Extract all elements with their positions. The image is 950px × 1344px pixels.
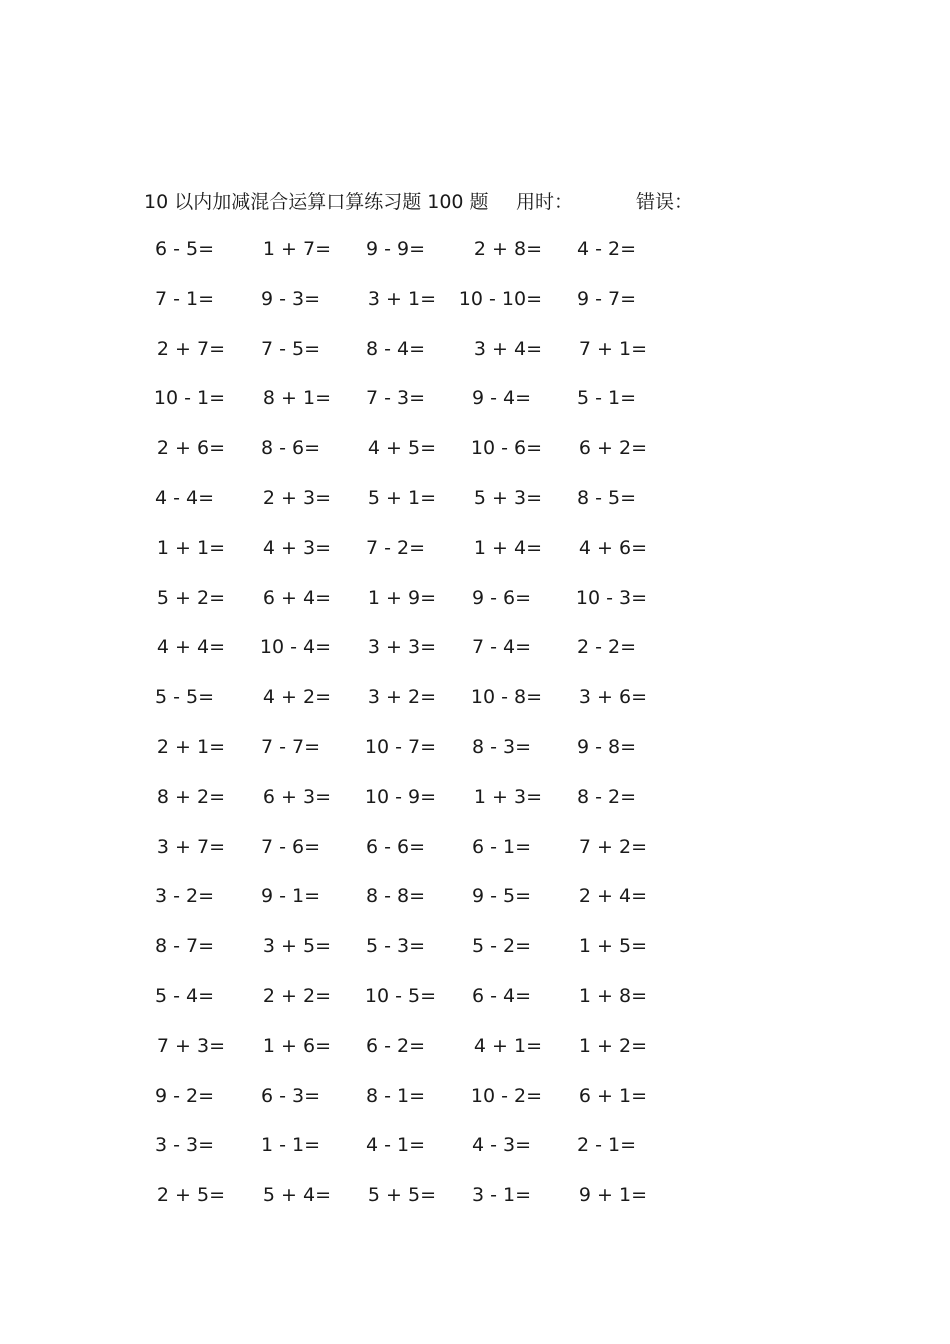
problem-item: 10 - 9= (364, 785, 436, 808)
problem-item: 9 - 2= (155, 1084, 215, 1107)
problem-item: 1 + 7= (262, 238, 331, 260)
problem-item: 4 + 1= (473, 1034, 542, 1057)
problem-item: 4 - 4= (155, 487, 215, 509)
problem-item: 8 - 6= (261, 437, 321, 460)
problem-item: 6 + 2= (578, 437, 647, 460)
problem-item: 7 + 2= (578, 835, 647, 858)
problem-item: 6 - 4= (472, 985, 532, 1007)
problem-item: 8 - 3= (472, 736, 532, 758)
problem-item: 5 + 3= (473, 487, 542, 509)
problem-item: 8 - 5= (577, 487, 637, 509)
problem-item: 3 - 1= (472, 1184, 532, 1207)
problem-item: 9 - 3= (261, 287, 321, 310)
problem-item: 1 + 9= (367, 586, 436, 609)
problem-item: 6 - 2= (366, 1034, 426, 1057)
problem-item: 10 - 8= (470, 686, 542, 709)
problem-item: 2 + 8= (473, 238, 542, 260)
problem-item: 10 - 2= (470, 1084, 542, 1107)
problem-item: 9 - 1= (261, 885, 321, 908)
problem-item: 9 - 9= (366, 238, 426, 260)
problem-item: 8 + 1= (262, 387, 331, 410)
problem-item: 7 - 2= (366, 536, 426, 559)
problem-item: 9 - 5= (472, 885, 532, 908)
problem-item: 2 + 3= (262, 487, 331, 509)
problem-item: 7 - 4= (472, 636, 532, 659)
problem-item: 1 + 5= (578, 935, 647, 958)
problem-item: 3 + 3= (367, 636, 436, 659)
problem-item: 7 + 1= (578, 337, 647, 360)
problem-item: 3 + 1= (367, 287, 436, 310)
problem-item: 10 - 4= (259, 636, 331, 659)
problem-item: 5 - 4= (155, 985, 215, 1007)
problem-item: 3 + 2= (367, 686, 436, 709)
problem-item: 4 - 3= (472, 1134, 532, 1157)
problem-item: 2 + 5= (156, 1184, 225, 1207)
problem-item: 6 - 3= (261, 1084, 321, 1107)
problem-item: 2 - 2= (577, 636, 637, 659)
problem-item: 8 - 8= (366, 885, 426, 908)
problem-item: 7 - 6= (261, 835, 321, 858)
problem-item: 10 - 7= (364, 736, 436, 758)
problem-item: 6 + 1= (578, 1084, 647, 1107)
problem-item: 2 - 1= (577, 1134, 637, 1157)
problem-item: 4 + 2= (262, 686, 331, 709)
problem-item: 6 - 1= (472, 835, 532, 858)
problem-item: 10 - 3= (575, 586, 647, 609)
problem-item: 10 - 5= (364, 985, 436, 1007)
problem-item: 5 + 2= (156, 586, 225, 609)
problem-item: 2 + 6= (156, 437, 225, 460)
problem-item: 9 + 1= (578, 1184, 647, 1207)
problem-item: 7 - 5= (261, 337, 321, 360)
problem-item: 1 - 1= (261, 1134, 321, 1157)
problem-item: 2 + 2= (262, 985, 331, 1007)
problem-item: 3 + 5= (262, 935, 331, 958)
problem-item: 8 + 2= (156, 785, 225, 808)
problem-item: 7 + 3= (156, 1034, 225, 1057)
problem-item: 10 - 6= (470, 437, 542, 460)
time-used-label: 用时： (516, 191, 574, 213)
problem-item: 4 + 5= (367, 437, 436, 460)
problem-item: 4 - 2= (577, 238, 637, 260)
problem-item: 2 + 1= (156, 736, 225, 758)
problem-item: 9 - 4= (472, 387, 532, 410)
problem-item: 8 - 4= (366, 337, 426, 360)
problem-item: 10 - 1= (153, 387, 225, 410)
problem-item: 4 + 6= (578, 536, 647, 559)
problem-item: 8 - 1= (366, 1084, 426, 1107)
problem-item: 4 + 4= (156, 636, 225, 659)
problem-item: 1 + 3= (473, 785, 542, 808)
problem-item: 6 + 4= (262, 586, 331, 609)
problem-item: 6 - 5= (155, 238, 215, 260)
problem-item: 4 + 3= (262, 536, 331, 559)
problem-item: 8 - 2= (577, 785, 637, 808)
problem-item: 3 - 2= (155, 885, 215, 908)
problem-item: 1 + 2= (578, 1034, 647, 1057)
problem-item: 2 + 4= (578, 885, 647, 908)
problem-item: 8 - 7= (155, 935, 215, 958)
problem-item: 1 + 4= (473, 536, 542, 559)
problem-item: 6 - 6= (366, 835, 426, 858)
problem-item: 3 + 4= (473, 337, 542, 360)
problem-item: 5 - 3= (366, 935, 426, 958)
problem-item: 5 + 5= (367, 1184, 436, 1207)
problem-item: 5 - 5= (155, 686, 215, 709)
problem-item: 5 + 4= (262, 1184, 331, 1207)
problem-item: 3 + 6= (578, 686, 647, 709)
problem-item: 5 - 1= (577, 387, 637, 410)
problem-item: 5 + 1= (367, 487, 436, 509)
problem-item: 9 - 8= (577, 736, 637, 758)
problem-item: 7 - 1= (155, 287, 215, 310)
problem-item: 1 + 6= (262, 1034, 331, 1057)
problem-item: 3 + 7= (156, 835, 225, 858)
worksheet-title: 10 以内加减混合运算口算练习题 100 题 (144, 191, 489, 213)
problem-item: 9 - 6= (472, 586, 532, 609)
problem-item: 4 - 1= (366, 1134, 426, 1157)
problem-item: 5 - 2= (472, 935, 532, 958)
problem-item: 10 - 10= (458, 287, 542, 310)
problem-item: 1 + 8= (578, 985, 647, 1007)
problem-item: 1 + 1= (156, 536, 225, 559)
error-count-label: 错误： (636, 191, 694, 213)
problem-item: 9 - 7= (577, 287, 637, 310)
problem-item: 6 + 3= (262, 785, 331, 808)
problem-item: 7 - 7= (261, 736, 321, 758)
problem-item: 7 - 3= (366, 387, 426, 410)
problem-item: 2 + 7= (156, 337, 225, 360)
problem-item: 3 - 3= (155, 1134, 215, 1157)
